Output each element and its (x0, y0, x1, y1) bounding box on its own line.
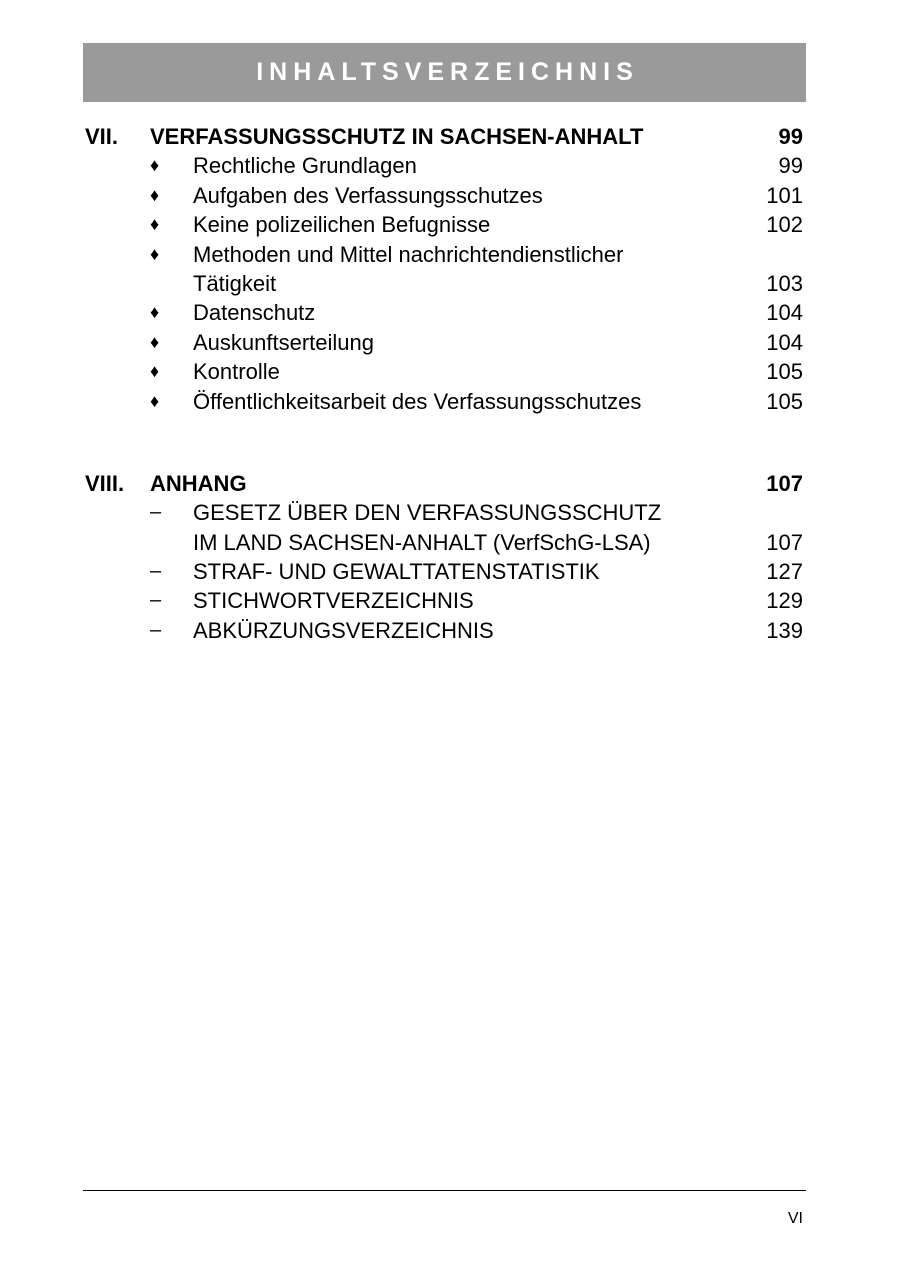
toc-entry-continuation[interactable] (83, 269, 806, 298)
diamond-bullet-icon: ♦ (150, 155, 160, 176)
toc-entry[interactable] (83, 498, 806, 527)
entry-page: 139 (766, 617, 803, 643)
diamond-bullet-icon: ♦ (150, 243, 160, 264)
toc-section-vii[interactable] (83, 122, 806, 151)
toc-entry[interactable] (83, 298, 806, 327)
entry-title: STICHWORTVERZEICHNIS (193, 588, 474, 614)
entry-page: 107 (766, 529, 803, 555)
toc-entry[interactable] (83, 240, 806, 269)
entry-page: 129 (766, 588, 803, 614)
toc-entry[interactable] (83, 210, 806, 239)
entry-title: Keine polizeilichen Befugnisse (193, 212, 491, 238)
diamond-bullet-icon: ♦ (150, 331, 160, 352)
entry-title: STRAF- UND GEWALTTATENSTATISTIK (193, 559, 600, 585)
diamond-bullet-icon: ♦ (150, 184, 160, 205)
entry-page: 99 (778, 153, 803, 179)
toc-entry-continuation[interactable] (83, 528, 806, 557)
toc-entry[interactable] (83, 151, 806, 180)
toc-entry[interactable] (83, 387, 806, 416)
entry-title: Auskunftserteilung (193, 329, 374, 355)
entry-title: Rechtliche Grundlagen (193, 153, 417, 179)
entry-title: ABKÜRZUNGSVERZEICHNIS (193, 617, 494, 643)
entry-title-continued: Tätigkeit (193, 270, 277, 296)
table-of-contents (83, 122, 806, 645)
diamond-bullet-icon: ♦ (150, 214, 160, 235)
header-bar (83, 43, 806, 102)
toc-entry[interactable] (83, 357, 806, 386)
entry-page: 127 (766, 559, 803, 585)
entry-title: GESETZ ÜBER DEN VERFASSUNGSSCHUTZ (193, 500, 662, 526)
entry-title: Methoden und Mittel nachrichtendienstlicher (193, 241, 624, 267)
section-page: 99 (778, 124, 803, 149)
entry-title: Öffentlichkeitsarbeit des Verfassungsschutzes (193, 388, 642, 414)
toc-section-viii[interactable] (83, 469, 806, 498)
page-number: VI (787, 1210, 803, 1227)
dash-bullet-icon: – (150, 589, 162, 612)
toc-entry[interactable] (83, 557, 806, 586)
diamond-bullet-icon: ♦ (150, 361, 160, 382)
entry-title: Datenschutz (193, 300, 316, 326)
entry-page: 103 (766, 270, 803, 296)
entry-title: Aufgaben des Verfassungsschutzes (193, 182, 543, 208)
section-title: VERFASSUNGSSCHUTZ IN SACHSEN-ANHALT (150, 124, 644, 149)
toc-entry[interactable] (83, 181, 806, 210)
dash-bullet-icon: – (150, 618, 162, 641)
section-page: 107 (766, 470, 803, 496)
toc-entry[interactable] (83, 586, 806, 615)
diamond-bullet-icon: ♦ (150, 302, 160, 323)
section-spacer (83, 416, 806, 469)
section-number: VII. (85, 124, 119, 149)
entry-page: 101 (766, 182, 803, 208)
entry-page: 105 (766, 359, 803, 385)
page-title: INHALTSVERZEICHNIS (256, 58, 639, 86)
section-title: ANHANG (150, 470, 247, 496)
diamond-bullet-icon: ♦ (150, 390, 160, 411)
dash-bullet-icon: – (150, 501, 162, 524)
entry-page: 105 (766, 388, 803, 414)
entry-title: Kontrolle (193, 359, 280, 385)
entry-page: 102 (766, 212, 803, 238)
entry-title-continued: IM LAND SACHSEN-ANHALT (VerfSchG-LSA) (193, 529, 651, 555)
dash-bullet-icon: – (150, 560, 162, 583)
section-number: VIII. (85, 470, 125, 496)
toc-entry[interactable] (83, 328, 806, 357)
entry-page: 104 (766, 300, 803, 326)
entry-page: 104 (766, 329, 803, 355)
footer-divider (83, 1190, 806, 1191)
toc-entry[interactable] (83, 616, 806, 645)
